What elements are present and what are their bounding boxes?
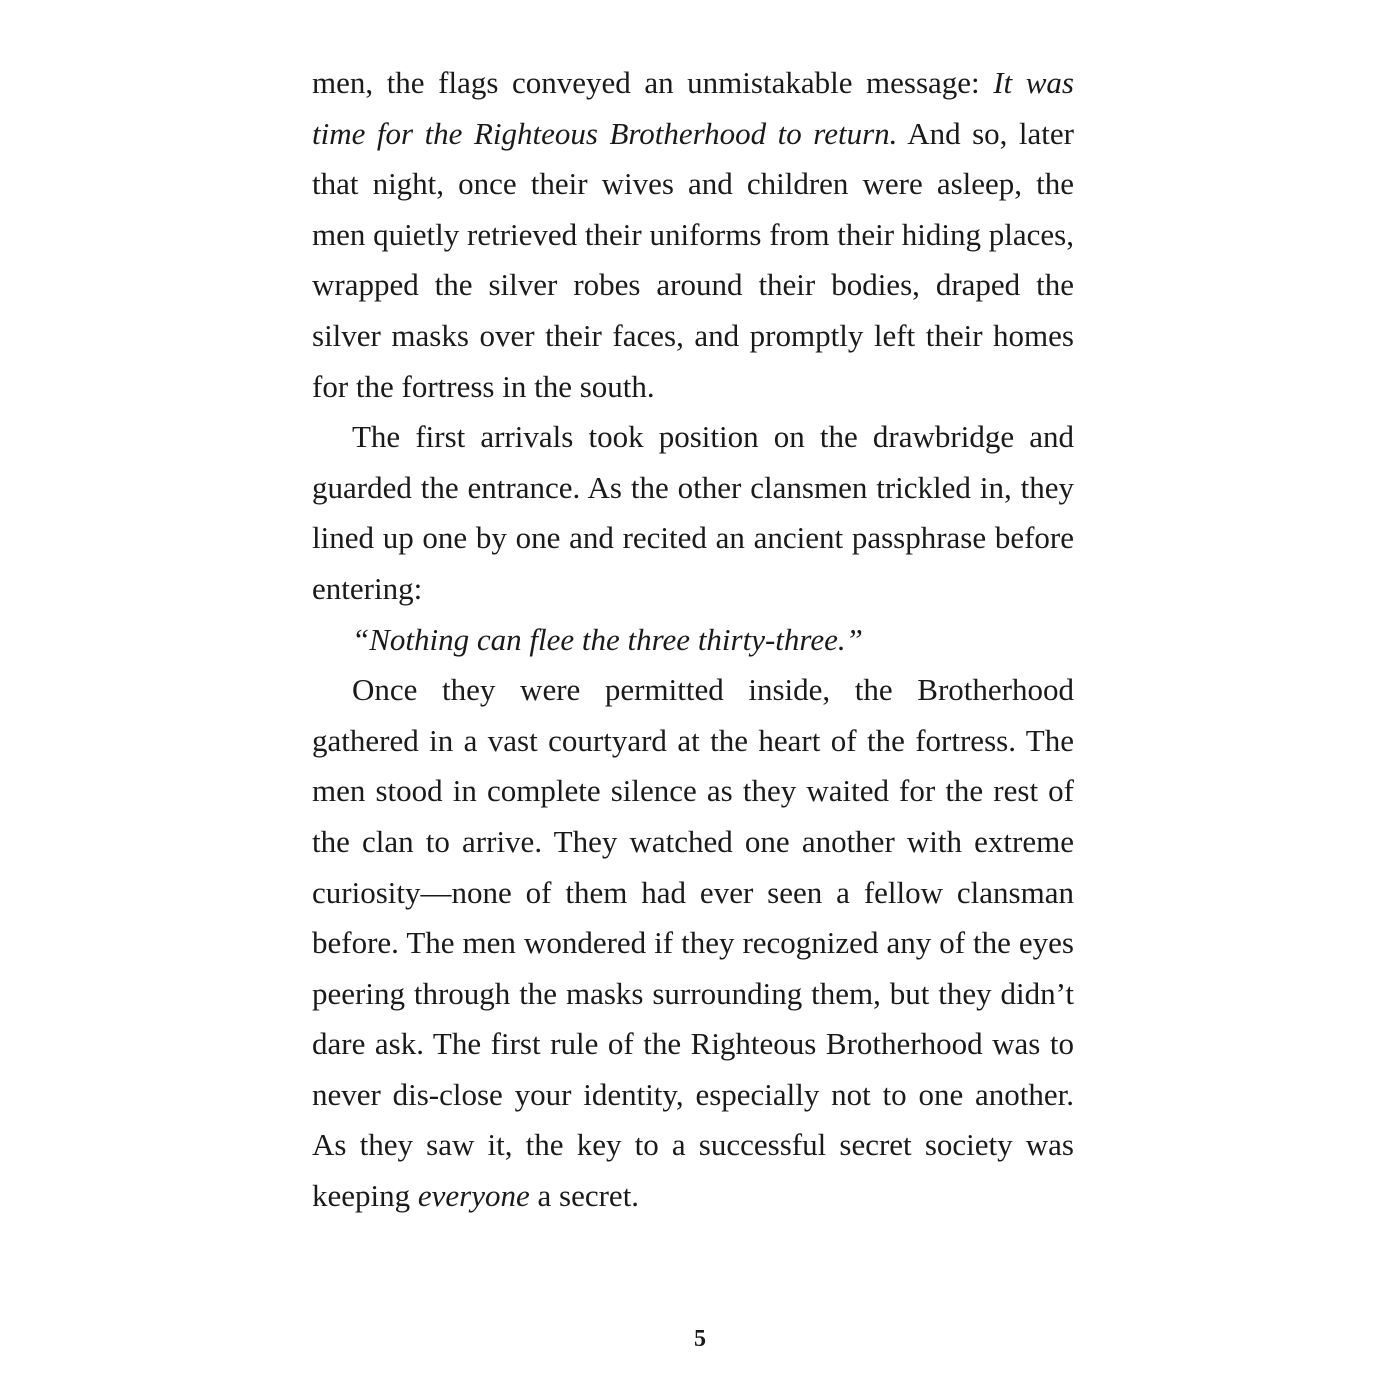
paragraph: The first arrivals took position on the drawbridge and guarded the entrance. As the other clansmen trickled in, they lined up one by one and recited an ancient passphrase before entering: <box>312 419 1074 606</box>
paragraph-text: Once they were permitted inside, the Brotherhood gathered in a vast courtyard at the heart of the fortress. The men stood in complete silence as they waited for the rest of the clan to arrive. They watched one another with extreme curiosity—none of them had ever seen a fellow clansman before. The men wondered if they recognized any of the eyes peering through the masks surrounding them, but they didn’t dare ask. The first rule of the Righteous Brotherhood was to never dis-close your identity, especially not to one another. As they saw it, the key to a successful secret society was keeping <box>312 672 1074 1214</box>
page-body <box>312 58 1074 1222</box>
paragraph-text: men, the flags conveyed an unmistakable message: <box>312 65 994 100</box>
paragraph <box>312 58 1074 412</box>
passphrase-quote: “Nothing can flee the three thirty-three.” <box>352 621 863 657</box>
paragraph <box>312 665 1074 1222</box>
italic-text: everyone <box>417 1178 530 1214</box>
page-number: 5 <box>694 1326 706 1352</box>
paragraph-text: And so, later that night, once their wives and children were asleep, the men quietly retrieved their uniforms from their hiding places, wrapped the silver robes around their bodies, draped the silver masks over their faces, and promptly left their homes for the fortress in the south. <box>312 115 1074 404</box>
paragraph-text: a secret. <box>529 1178 640 1214</box>
italic-text: It was time for the Righteous Brotherhood to return. <box>312 65 1074 151</box>
